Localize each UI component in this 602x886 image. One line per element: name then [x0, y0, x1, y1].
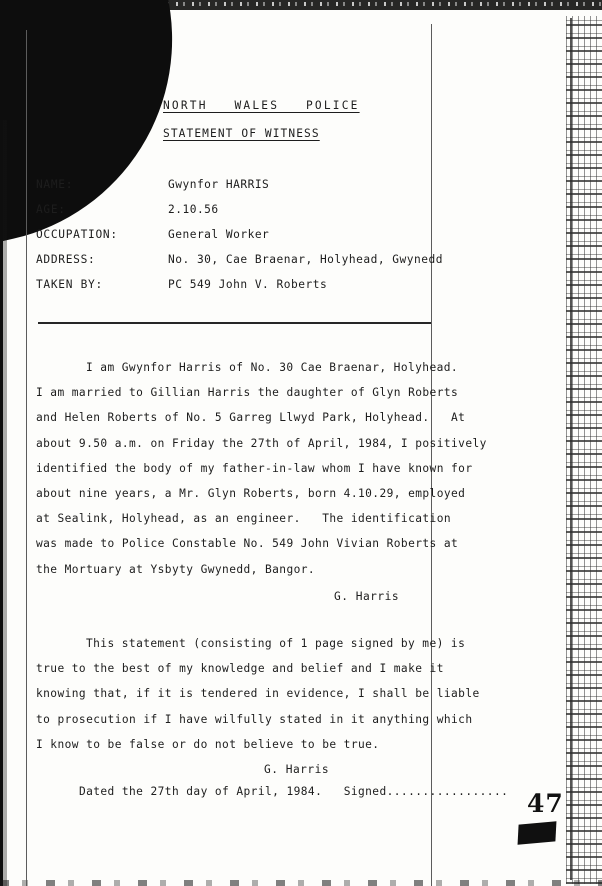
field-value-taken-by: PC 549 John V. Roberts: [168, 278, 328, 291]
field-label-taken-by: TAKEN BY:: [36, 278, 103, 291]
statement-line: at Sealink, Holyhead, as an engineer. The identification: [36, 512, 452, 526]
statement-line: I am Gwynfor Harris of No. 30 Cae Braenar, Holyhead.: [86, 361, 459, 374]
dated-and-signed-row: [36, 763, 509, 824]
field-row-address: [36, 253, 443, 271]
dated-text: Dated the 27th day of April, 1984. Signed.................: [78, 785, 509, 798]
field-value-address: No. 30, Cae Braenar, Holyhead, Gwynedd: [168, 253, 443, 266]
document-title-statement: STATEMENT OF WITNESS: [163, 127, 320, 140]
statement-line: identified the body of my father-in-law whom I have known for: [36, 461, 473, 475]
document-title-force: NORTH WALES POLICE: [163, 99, 360, 112]
field-row-age: [36, 203, 426, 221]
page-number-handwritten: 47: [527, 789, 564, 818]
field-row-name: [36, 178, 426, 196]
field-label-address: ADDRESS:: [36, 253, 96, 266]
declaration-line: true to the best of my knowledge and belief and I make it: [36, 662, 444, 676]
statement-line: and Helen Roberts of No. 5 Garreg Llwyd Park, Holyhead. At: [36, 411, 466, 425]
declaration-line: I know to be false or do not believe to be true.: [36, 737, 380, 751]
field-label-age: AGE:: [36, 203, 66, 216]
declaration-body: [36, 631, 480, 757]
field-value-name: Gwynfor HARRIS: [168, 178, 270, 191]
statement-line: about nine years, a Mr. Glyn Roberts, born 4.10.29, employed: [36, 486, 466, 500]
statement-line: the Mortuary at Ysbyty Gwynedd, Bangor.: [36, 562, 316, 576]
declaration-line: knowing that, if it is tendered in evidence, I shall be liable: [36, 687, 480, 701]
statement-body: [36, 355, 487, 582]
field-row-taken-by: [36, 278, 426, 296]
field-label-name: NAME:: [36, 178, 74, 191]
declaration-line: to prosecution if I have wilfully stated in it anything which: [36, 712, 473, 726]
statement-line: was made to Police Constable No. 549 John Vivian Roberts at: [36, 537, 459, 551]
declaration-line: This statement (consisting of 1 page signed by me) is: [86, 637, 466, 650]
statement-line: I am married to Gillian Harris the daughter of Glyn Roberts: [36, 386, 459, 400]
witness-signature-statement: G. Harris: [334, 590, 400, 603]
field-label-occupation: OCCUPATION:: [36, 228, 118, 241]
witness-signature-dated: G. Harris: [264, 763, 330, 776]
field-row-occupation: [36, 228, 426, 246]
field-value-occupation: General Worker: [168, 228, 270, 241]
statement-line: about 9.50 a.m. on Friday the 27th of April, 1984, I positively: [36, 436, 487, 450]
field-value-age: 2.10.56: [168, 203, 219, 216]
